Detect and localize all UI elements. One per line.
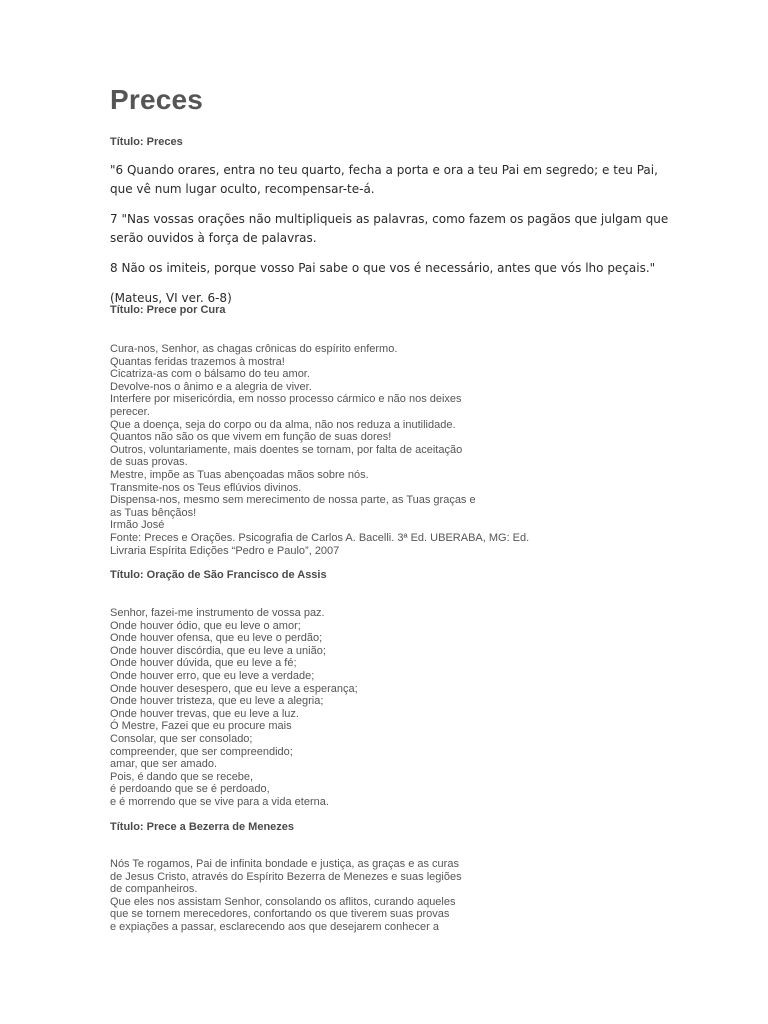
prayer-line: Onde houver tristeza, que eu leve a alegria; <box>110 695 324 708</box>
intro-paragraph: 7 "Nas vossas orações não multipliqueis as palavras, como fazem os pagãos que julgam que serão ouvidos à força de palavras. <box>110 212 669 245</box>
prayer-text-prece-por-cura <box>110 343 529 557</box>
prayer-line: é perdoando que se é perdoado, <box>110 783 270 796</box>
prayer-line: de companheiros. <box>110 883 198 896</box>
section-subtitle-sao-francisco: Título: Oração de São Francisco de Assis <box>110 569 327 581</box>
prayer-line: Outros, voluntariamente, mais doentes se tornam, por falta de aceitação <box>110 443 463 456</box>
prayer-line: Quantas feridas trazemos à mostra! <box>110 355 285 368</box>
section-subtitle-preces: Título: Preces <box>110 136 183 148</box>
prayer-line: Onde houver trevas, que eu leve a luz. <box>110 707 299 720</box>
prayer-line: de Jesus Cristo, através do Espírito Bezerra de Menezes e suas legiões <box>110 870 462 883</box>
prayer-line: de suas provas. <box>110 456 188 469</box>
prayer-line: compreender, que ser compreendido; <box>110 745 293 758</box>
prayer-line: Onde houver discórdia, que eu leve a união; <box>110 644 326 657</box>
scripture-reference: (Mateus, VI ver. 6-8) <box>110 291 232 305</box>
prayer-line: Que eles nos assistam Senhor, consolando os aflitos, curando aqueles <box>110 895 456 908</box>
prayer-line: Nós Te rogamos, Pai de infinita bondade e justiça, as graças e as curas <box>110 858 459 870</box>
prayer-line: Pois, é dando que se recebe, <box>110 770 254 783</box>
prayer-line: e expiações a passar, esclarecendo aos que desejarem conhecer a <box>110 920 439 933</box>
prayer-line: as Tuas bênçãos! <box>110 506 197 519</box>
prayer-author: Irmão José <box>110 519 165 532</box>
section-subtitle-bezerra-de-menezes: Título: Prece a Bezerra de Menezes <box>110 821 295 833</box>
prayer-line: Ó Mestre, Fazei que eu procure mais <box>110 720 292 733</box>
prayer-line: Cicatriza-as com o bálsamo do teu amor. <box>110 368 310 381</box>
intro-scripture <box>110 161 670 308</box>
prayer-line: Onde houver ódio, que eu leve o amor; <box>110 619 301 632</box>
prayer-line: Consolar, que ser consolado; <box>110 732 253 745</box>
prayer-line: Onde houver ofensa, que eu leve o perdão; <box>110 632 323 645</box>
prayer-line: Onde houver dúvida, que eu leve a fé; <box>110 657 297 670</box>
prayer-line: Cura-nos, Senhor, as chagas crônicas do espírito enfermo. <box>110 343 398 355</box>
intro-paragraph: 8 Não os imiteis, porque vosso Pai sabe o que vos é necessário, antes que vós lho peçais." <box>110 261 656 275</box>
prayer-line: Transmite-nos os Teus eflúvios divinos. <box>110 481 302 494</box>
prayer-line: que se tornem merecedores, confortando os que tiverem suas provas <box>110 908 450 921</box>
prayer-line: Onde houver desespero, que eu leve a esperança; <box>110 682 358 695</box>
prayer-line: perecer. <box>110 405 150 418</box>
prayer-line: e é morrendo que se vive para a vida eterna. <box>110 795 329 808</box>
prayer-source: Fonte: Preces e Orações. Psicografia de Carlos A. Bacelli. 3ª Ed. UBERABA, MG: Ed. <box>110 531 530 544</box>
prayer-text-bezerra-de-menezes <box>110 858 462 934</box>
prayer-line: Dispensa-nos, mesmo sem merecimento de nossa parte, as Tuas graças e <box>110 494 476 507</box>
intro-paragraph: "6 Quando orares, entra no teu quarto, fecha a porta e ora a teu Pai em segredo; e teu Pai, que vê num lugar oculto, recompensar-te-á. <box>110 163 658 196</box>
prayer-text-sao-francisco <box>110 607 358 809</box>
page-title: Preces <box>110 84 204 115</box>
prayer-source: Livraria Espírita Edições “Pedro e Paulo”, 2007 <box>110 544 340 557</box>
prayer-line: Interfere por misericórdia, em nosso processo cármico e não nos deixes <box>110 393 462 406</box>
prayer-line: Quantos não são os que vivem em função de suas dores! <box>110 431 392 444</box>
prayer-line: amar, que ser amado. <box>110 758 218 771</box>
prayer-line: Que a doença, seja do corpo ou da alma, não nos reduza a inutilidade. <box>110 418 456 431</box>
prayer-line: Senhor, fazei-me instrumento de vossa paz. <box>110 607 325 619</box>
prayer-line: Mestre, impõe as Tuas abençoadas mãos sobre nós. <box>110 468 369 481</box>
prayer-line: Onde houver erro, que eu leve a verdade; <box>110 669 315 682</box>
section-subtitle-prece-por-cura: Título: Prece por Cura <box>110 304 226 316</box>
prayer-line: Devolve-nos o ânimo e a alegria de viver. <box>110 380 312 393</box>
